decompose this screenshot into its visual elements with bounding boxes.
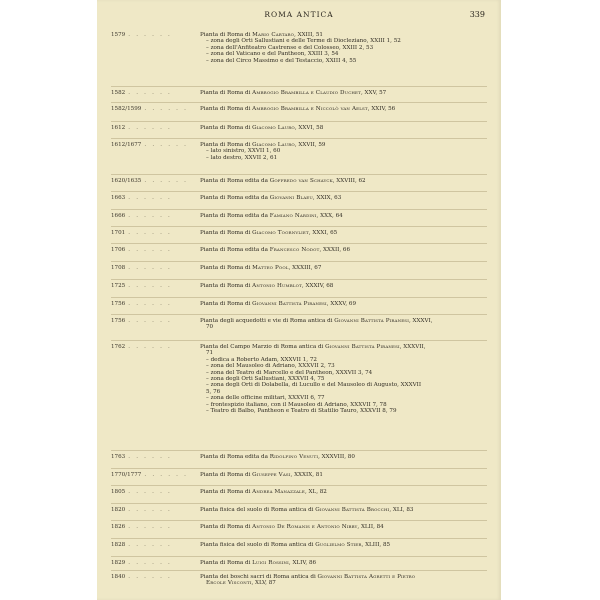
entry-suffix: , XXXVIII, 80 [318,454,355,460]
year-label: 1666 [111,213,126,219]
entry-year [111,318,172,324]
entry-year [111,142,188,148]
leader-dots: . . . . . . [128,230,173,236]
entry-description [200,574,487,587]
entry-year [111,489,172,495]
catalog-entry [111,520,487,530]
entry-title-line [200,195,487,201]
entry-continuation [200,324,487,330]
year-label: 1770/1777 [111,472,142,478]
year-label: 1840 [111,574,126,580]
entry-year [111,507,172,513]
entry-description [200,472,487,478]
entry-prefix: Pianta di Roma di [200,301,253,307]
entry-year [111,195,172,201]
entry-suffix: , XL, 82 [304,489,327,495]
year-label: 1725 [111,283,126,289]
entry-title-line [200,247,487,253]
entry-prefix: Pianta di Roma di [200,230,253,236]
entry-description [200,32,487,64]
entry-prefix: Pianta di Roma di [200,125,253,131]
entry-description [200,178,487,184]
entry-author: Antonio Humblot [252,283,302,289]
entry-prefix: Pianta di Roma di [200,106,253,112]
entry-title-line [200,178,487,184]
entry-year [111,265,172,271]
catalog-entry [111,279,487,289]
entry-year [111,247,172,253]
entry-author: Antonio De Romanis e Antonio Nibby [252,524,358,530]
entry-suffix: , XXXVI, [408,318,433,324]
sub-entry: – zona degli Orti Sallustiani, XXXVII 4, 75 [206,376,325,383]
entry-suffix: , XXXIV, 68 [301,283,334,289]
entry-author: Francesco Nodot [269,247,320,253]
catalog-entry [111,314,487,331]
entry-description [200,524,487,530]
year-label: 1663 [111,195,126,201]
leader-dots: . . . . . . [128,247,173,253]
entry-title-line [200,542,487,548]
catalog-entry [111,226,487,236]
catalog-entry [111,340,487,414]
entry-reference-continued: , XLV, 87 [251,580,276,587]
entry-author: Giovanni Battista Agretti e Pietro [317,574,416,580]
entry-year [111,106,188,112]
entry-suffix: , XXVIII, 62 [332,178,366,184]
entry-prefix: Pianta di Roma di [200,142,253,148]
sub-entry: – lato destro, XXVII 2, 61 [206,154,278,161]
entry-prefix: Pianta di Roma di [200,283,253,289]
catalog-entry [111,174,487,184]
catalog-entry [111,450,487,460]
sub-entry: – zona dell'Anfiteatro Castrense e del Colosseo, XXIII 2, 53 [206,44,374,51]
leader-dots: . . . . . . [128,507,173,513]
catalog-entry [111,538,487,548]
entry-author: Giuseppe Vasi [252,472,291,478]
sub-entry: – zona del Mausoleo di Adriano, XXXVII 2, 73 [206,363,335,370]
year-label: 1708 [111,265,126,271]
entry-description [200,213,487,219]
entry-year [111,542,172,548]
catalog-entry [111,468,487,478]
sub-entry: – zona degli Orti Sallustiani e delle Terme di Diocleziano, XXIII 1, 52 [206,38,401,45]
entry-description [200,230,487,236]
entry-prefix: Pianta di Roma di [200,560,253,566]
entry-year [111,524,172,530]
entry-reference-continued: 70 [206,324,214,331]
catalog-entry [111,261,487,271]
leader-dots: . . . . . . [128,542,173,548]
entry-description [200,560,487,566]
year-label: 1826 [111,524,126,530]
entry-author-continued: Ercole Visconti [206,580,252,587]
entry-title-line [200,472,487,478]
entry-year [111,560,172,566]
leader-dots: . . . . . . [128,32,173,38]
entry-prefix: Pianta dei boschi sacri di Roma antica di [200,574,318,580]
entry-year [111,301,172,307]
entry-prefix: Pianta di Roma di [200,265,253,271]
entry-year [111,213,172,219]
entry-suffix: , XXIX, 63 [312,195,342,201]
year-label: 1756 [111,301,126,307]
entry-title-line [200,283,487,289]
entry-year [111,125,172,131]
year-label: 1805 [111,489,126,495]
entry-title-line [200,265,487,271]
entry-prefix: Pianta di Roma di [200,90,253,96]
leader-dots: . . . . . . [128,213,173,219]
leader-dots: . . . . . . [144,178,189,184]
leader-dots: . . . . . . [144,106,189,112]
entry-year [111,454,172,460]
leader-dots: . . . . . . [128,344,173,350]
leader-dots: . . . . . . [128,195,173,201]
leader-dots: . . . . . . [128,125,173,131]
entry-suffix: , XXIII, 51 [294,32,323,38]
entry-description [200,318,487,331]
entry-title-line [200,454,487,460]
entry-prefix: Pianta di Roma edita da [200,178,270,184]
entry-author: Giovanni Battista Brocchi [315,507,390,513]
entry-title-line [200,524,487,530]
entry-title-line [200,489,487,495]
year-label: 1612/1677 [111,142,142,148]
leader-dots: . . . . . . [128,560,173,566]
sub-entry: – lato sinistro, XXVII 1, 60 [206,148,281,155]
entry-author: Ambrogio Brambilla e Niccolò van Aelst [252,106,368,112]
leader-dots: . . . . . . [128,318,173,324]
entry-description [200,195,487,201]
entry-continuation [200,580,487,586]
entry-description [200,489,487,495]
entry-reference-continued: 71 [206,350,214,357]
entry-suffix: , XLI, 83 [389,507,414,513]
entry-list [97,0,501,600]
entry-suffix: , XXXII, 66 [319,247,351,253]
entry-author: Matteo Pool [252,265,289,271]
year-label: 1620/1635 [111,178,142,184]
leader-dots: . . . . . . [128,301,173,307]
catalog-entry [111,243,487,253]
year-label: 1706 [111,247,126,253]
sub-entry: – zona del Teatro di Marcello e del Pantheon, XXXVII 3, 74 [206,369,373,376]
catalog-entry [111,570,487,587]
entry-author: Ambrogio Brambilla e Claudio Duchet [252,90,361,96]
entry-prefix: Pianta del Campo Marzio di Roma antica di [200,344,326,350]
entry-prefix: Pianta di Roma edita da [200,213,270,219]
entry-title-line [200,230,487,236]
year-label: 1762 [111,344,126,350]
sub-entry: – frontespizio italiano, con il Mausoleo di Adriano, XXXVII 7, 78 [206,401,387,408]
catalog-entry [111,191,487,201]
sub-entry: – zona del Circo Massimo e del Testaccio, XXIII 4, 55 [206,57,357,64]
entry-author: Giacomo Lauro [252,142,295,148]
entry-suffix: , XXX, 64 [316,213,343,219]
leader-dots: . . . . . . [128,454,173,460]
leader-dots: . . . . . . [128,90,173,96]
entry-suffix: , XXXIX, 81 [290,472,323,478]
leader-dots: . . . . . . [128,574,173,580]
entry-description [200,301,487,307]
year-label: 1763 [111,454,126,460]
entry-suffix: , XXVII, 59 [294,142,326,148]
entry-suffix: , XLIII, 85 [361,542,391,548]
entry-year [111,90,172,96]
catalog-entry [111,297,487,307]
leader-dots: . . . . . . [128,524,173,530]
catalog-entry [111,102,487,112]
catalog-entry [111,556,487,566]
entry-prefix: Pianta di Roma di [200,489,253,495]
entry-prefix: Pianta di Roma edita da [200,247,270,253]
catalog-entry [111,86,487,96]
entry-author: Ridolfino Venuti [269,454,319,460]
entry-prefix: Pianta di Roma edita da [200,454,270,460]
entry-description [200,454,487,460]
year-label: 1829 [111,560,126,566]
entry-suffix: , XXXV, 69 [326,301,357,307]
leader-dots: . . . . . . [144,472,189,478]
catalog-page [97,0,501,600]
year-label: 1828 [111,542,126,548]
sub-entry: 5, 76 [206,388,221,395]
entry-prefix: Pianta di Roma di [200,472,253,478]
entry-description [200,90,487,96]
sub-entry: – zona del Vaticano e del Pantheon, XXIII 3, 54 [206,51,339,58]
entry-author: Guglielmo Stier [315,542,362,548]
entry-author: Andrea Manazzale [252,489,305,495]
entry-suffix: , XLII, 84 [357,524,384,530]
page-number: 339 [469,10,485,19]
entry-suffix: , XXV, 57 [360,90,387,96]
entry-year [111,472,188,478]
year-label: 1756 [111,318,126,324]
entry-author: Famiano Nardini [269,213,317,219]
entry-author: Mario Cartaro [252,32,295,38]
year-label: 1582/1599 [111,106,142,112]
year-label: 1582 [111,90,126,96]
leader-dots: . . . . . . [128,283,173,289]
entry-suffix: , XLIV, 86 [288,560,317,566]
entry-description [200,283,487,289]
entry-author: Giovanni Battista Piranesi [334,318,409,324]
leader-dots: . . . . . . [128,265,173,271]
entry-description [200,142,487,161]
entry-description [200,344,487,414]
entry-suffix: , XXXVII, [399,344,426,350]
entry-prefix: Pianta fisica del suolo di Roma antica di [200,542,316,548]
entry-description [200,106,487,112]
entry-author: Giovanni Battista Piranesi [325,344,400,350]
year-label: 1579 [111,32,126,38]
entry-author: Giovanni Blaeu [269,195,313,201]
entry-suffix: , XXIV, 56 [367,106,396,112]
catalog-entry [111,209,487,219]
entry-prefix: Pianta di Roma di [200,32,253,38]
entry-prefix: Pianta di Roma di [200,524,253,530]
catalog-entry [111,485,487,495]
entry-title-line [200,507,487,513]
entry-year [111,574,172,580]
entry-year [111,230,172,236]
entry-description [200,507,487,513]
year-label: 1612 [111,125,126,131]
catalog-entry [111,121,487,131]
entry-description [200,125,487,131]
entry-author: Luigi Rossini [252,560,289,566]
entry-title-line [200,125,487,131]
entry-title-line [200,301,487,307]
catalog-entry [111,29,487,64]
entry-title-line [200,106,487,112]
entry-prefix: Pianta fisica del suolo di Roma antica di [200,507,316,513]
entry-author: Goffredo van Schayck [269,178,333,184]
entry-description [200,247,487,253]
entry-suffix: , XXXI, 65 [308,230,338,236]
year-label: 1820 [111,507,126,513]
entry-author: Giovanni Battista Piranesi [252,301,327,307]
year-label: 1701 [111,230,126,236]
running-header: ROMA ANTICA [264,10,334,19]
catalog-entry [111,138,487,161]
sub-entry: – zona degli Orti di Dolabella, di Lucullo e del Mausoleo di Augusto, XXXVII [206,382,422,389]
leader-dots: . . . . . . [144,142,189,148]
entry-suffix: , XXXIII, 67 [288,265,322,271]
catalog-entry [111,503,487,513]
entry-year [111,283,172,289]
entry-author: Giacomo Toornvliet [252,230,309,236]
entry-description [200,542,487,548]
entry-suffix: , XXVI, 58 [294,125,324,131]
entry-title-line [200,560,487,566]
entry-prefix: Pianta degli acquedotti e vie di Roma antica di [200,318,335,324]
entry-year [111,178,188,184]
entry-title-line [200,90,487,96]
entry-title-line [200,213,487,219]
entry-year [111,32,172,38]
sub-entry: – dedica a Roberto Adam, XXXVII 1, 72 [206,356,317,363]
entry-description [200,265,487,271]
entry-prefix: Pianta di Roma edita da [200,195,270,201]
sub-entry: – Teatro di Balbo, Pantheon e Teatro di Statilio Tauro, XXXVII 8, 79 [206,408,397,415]
entry-year [111,344,172,350]
entry-author: Giacomo Lauro [252,125,295,131]
leader-dots: . . . . . . [128,489,173,495]
sub-entry: – zona delle officine militari, XXXVII 6, 77 [206,395,325,402]
